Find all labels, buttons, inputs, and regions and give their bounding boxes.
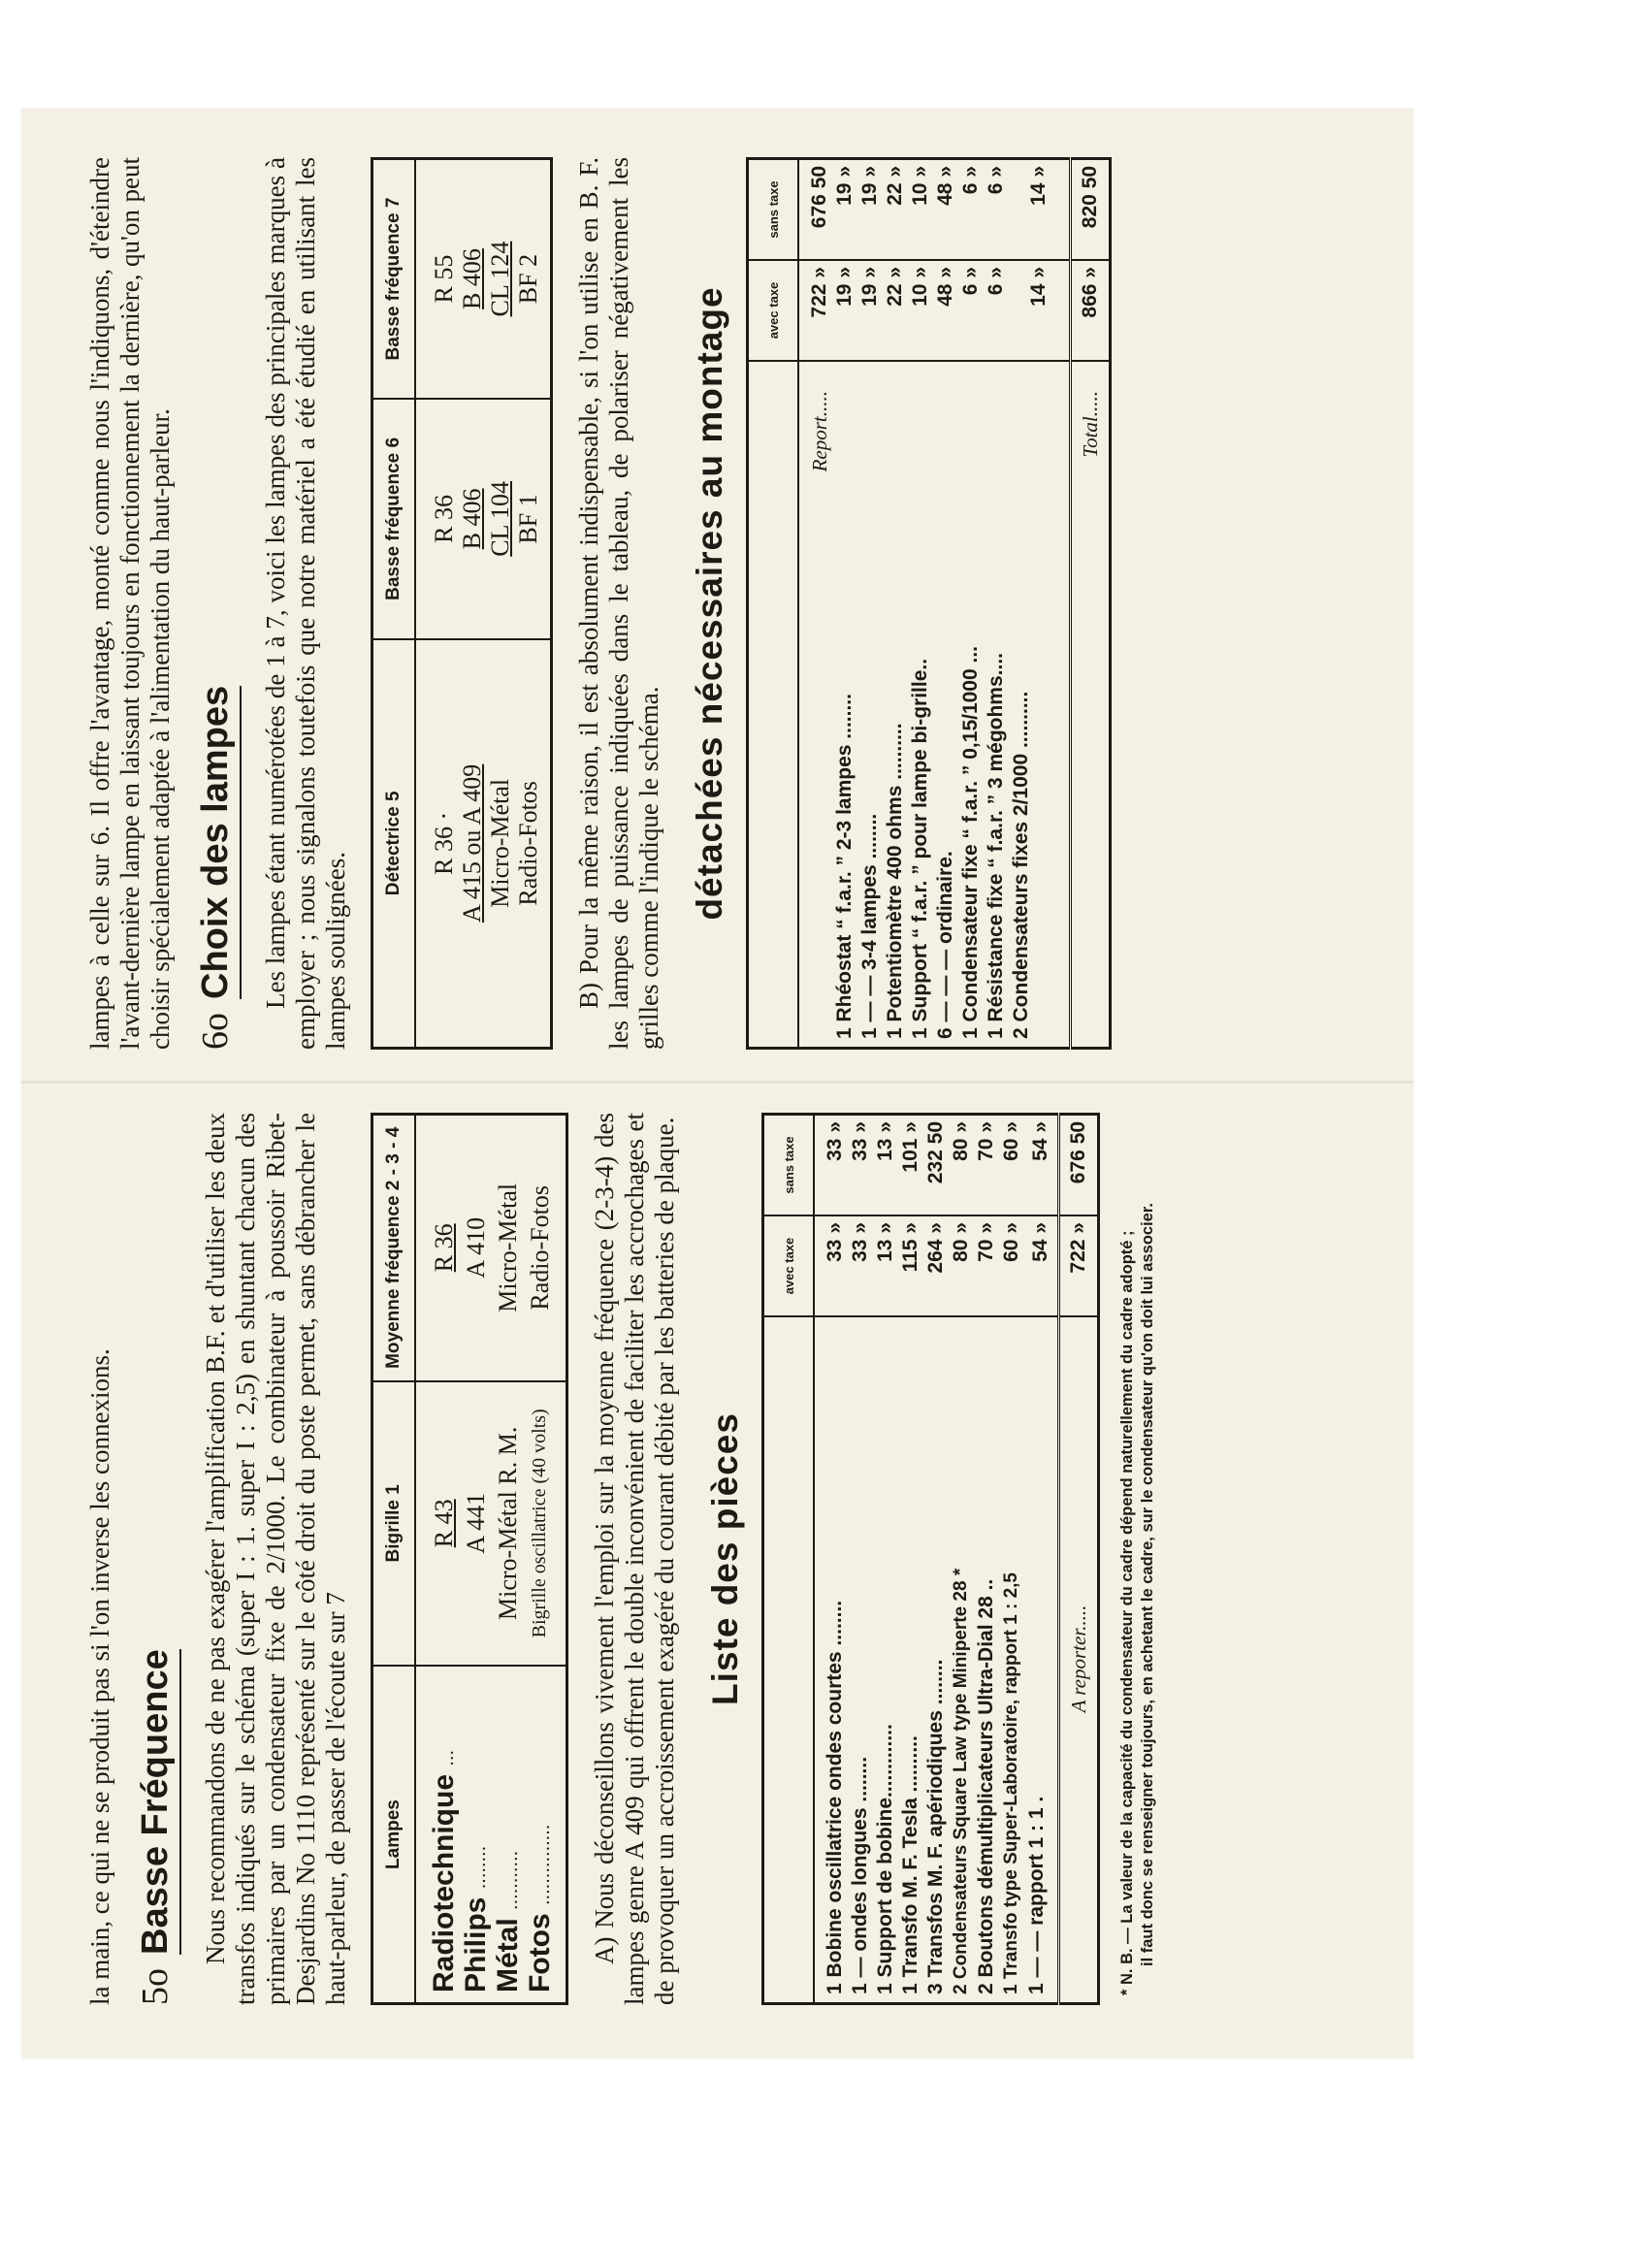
lamps-row bbox=[526, 1115, 567, 2004]
section-6-paragraph: Les lampes étant numérotées de 1 à 7, voici les lampes des principales marques à employer ; nous signalons toutefois que notre matériel a été étudié en utilisant les lampes soulignées. bbox=[261, 157, 350, 1050]
parts-list-title-left: Liste des pièces bbox=[705, 1412, 745, 1705]
part-sans: 6 » bbox=[958, 159, 984, 261]
lamp-cell: B 406 bbox=[458, 248, 486, 309]
part-row bbox=[814, 1115, 848, 2004]
part-label: 2 Condensateurs Square Law type Miniperte 28 * bbox=[951, 1568, 971, 1994]
rotated-page bbox=[21, 109, 1413, 2058]
part-row bbox=[832, 159, 857, 1049]
paragraph-b: B) Pour la même raison, il est absolument indispensable, si l'on utilise en B. F. les lampes de puissance indiquées dans le tableau, de polariser négativement les grilles comme l'indique le schéma. bbox=[574, 157, 663, 1050]
total-row bbox=[1071, 159, 1111, 1049]
part-label: 1 Condensateur fixe “ f.a.r. ” 0,15/1000 ... bbox=[959, 645, 982, 1039]
part-avec: 80 » bbox=[949, 1215, 974, 1316]
lamp-cell: R 36 bbox=[430, 494, 458, 543]
parts-table-left bbox=[761, 1113, 1100, 2005]
leader-dots: ........ bbox=[469, 1845, 490, 1890]
parts-header-blank bbox=[763, 1316, 815, 2004]
lamps-header-bf6: Basse fréquence 6 bbox=[372, 399, 416, 639]
part-label: 1 Potentiomètre 400 ohms .......... bbox=[884, 723, 906, 1039]
right-intro: lampes à celle sur 6. Il offre l'avantage, monté comme nous l'indiquons, d'éteindre l'avant-dernière lampe en laissant toujours en fonctionnement la dernière, qu'on peut choisir spécialement adaptée à l'alimentation du haut-parleur. bbox=[85, 157, 175, 1050]
a-reporter-row bbox=[1059, 1115, 1099, 2004]
lamp-cell: CL 124 bbox=[486, 241, 514, 317]
lamp-cell: Micro-Métal bbox=[494, 1183, 522, 1312]
part-label: 1 Transfo M. F. Tesla .......... bbox=[899, 1735, 922, 1994]
part-label: 2 Boutons démultiplicateurs Ultra-Dial 28 .. bbox=[975, 1578, 997, 1994]
part-avec: 48 » bbox=[933, 260, 958, 361]
part-label: 2 Condensateurs fixes 2/1000 .......... bbox=[1010, 691, 1032, 1039]
part-sans: 33 » bbox=[814, 1115, 848, 1216]
lamp-cell: Radio-Fotos bbox=[514, 781, 542, 906]
lamps-header-moyenne: Moyenne fréquence 2 - 3 - 4 bbox=[372, 1115, 416, 1381]
paragraph-a: A) Nous déconseillons vivement l'emploi sur la moyenne fréquence (2-3-4) des lampes genre A 409 qui offrent le double inconvénient de faciliter les accrochages et de provoquer un accroissement exagéré du courant débité par les batteries de plaque. bbox=[590, 1113, 679, 2005]
section-5-heading bbox=[133, 1113, 181, 2005]
part-row bbox=[949, 1115, 974, 2004]
brand-name: Fotos bbox=[524, 1913, 556, 1993]
lamp-cell: R 43 bbox=[430, 1499, 458, 1548]
part-row bbox=[883, 159, 908, 1049]
right-column bbox=[21, 157, 1413, 1050]
part-row bbox=[999, 1115, 1024, 2004]
leader-dots: ............... bbox=[533, 1824, 554, 1905]
section-6-title: Choix des lampes bbox=[193, 686, 242, 999]
footnote-line-2: il faut donc se renseigner toujours, en achetant le cadre, sur le condensateur qu'on doit lui associer. bbox=[1139, 1203, 1156, 1966]
part-label: 1 Support “ f.a.r. ” pour lampe bi-grille.. bbox=[909, 658, 931, 1039]
section-6-number: 6o bbox=[195, 1013, 236, 1050]
lamps-row bbox=[486, 159, 514, 1049]
report-avec: 722 » bbox=[798, 260, 832, 361]
part-row bbox=[908, 159, 933, 1049]
brand-name: Radiotechnique bbox=[428, 1773, 460, 1993]
part-row bbox=[923, 1115, 949, 2004]
part-row bbox=[1024, 1115, 1059, 2004]
footnote-line-1: * N. B. — La valeur de la capacité du condensateur du cadre dépend naturellement du cadre adopté ; bbox=[1118, 1230, 1136, 1995]
part-row bbox=[933, 159, 958, 1049]
total-avec: 866 » bbox=[1071, 260, 1111, 361]
parts-list-title-right: détachées nécessaires au montage bbox=[690, 286, 729, 921]
part-label: 1 Bobine oscillatrice ondes courtes ........ bbox=[824, 1600, 846, 1994]
part-sans: 80 » bbox=[949, 1115, 974, 1216]
part-row bbox=[873, 1115, 898, 2004]
part-sans: 13 » bbox=[873, 1115, 898, 1216]
part-row bbox=[958, 159, 984, 1049]
parts-header-sans: sans taxe bbox=[748, 159, 799, 261]
leader-dots: ........... bbox=[501, 1850, 522, 1910]
lamp-cell: A 415 ou A 409 bbox=[458, 763, 486, 923]
part-label: 1 — ondes longues ........ bbox=[849, 1756, 871, 1994]
lamp-cell: CL 104 bbox=[486, 481, 514, 557]
report-sans: 676 50 bbox=[798, 159, 832, 261]
part-row bbox=[898, 1115, 923, 2004]
part-label: 1 Transfo type Super-Laboratoire, rapport 1 : 2,5 bbox=[1001, 1572, 1021, 1994]
report-row bbox=[798, 159, 832, 1049]
lamp-cell: Micro-Métal bbox=[486, 778, 514, 908]
part-label: 1 Résistance fixe “ f.a.r. ” 3 mégohms.... bbox=[985, 653, 1007, 1039]
lamps-header-bf7: Basse fréquence 7 bbox=[372, 159, 416, 400]
brand-name: Philips bbox=[460, 1896, 492, 1993]
lamps-header-lampes: Lampes bbox=[372, 1666, 416, 2003]
part-avec: 19 » bbox=[832, 260, 857, 361]
part-label: 1 — — 3-4 lampes ........ bbox=[858, 813, 881, 1039]
a-reporter-sans: 676 50 bbox=[1059, 1115, 1099, 1216]
report-label: Report..... bbox=[808, 391, 831, 472]
lamps-row bbox=[514, 159, 552, 1049]
part-sans: 60 » bbox=[999, 1115, 1024, 1216]
part-avec: 33 » bbox=[814, 1215, 848, 1316]
part-sans: 19 » bbox=[832, 159, 857, 261]
left-column bbox=[21, 1113, 1413, 2005]
lamp-cell: R 36 · bbox=[430, 811, 458, 875]
parts-table-right bbox=[746, 157, 1112, 1050]
part-sans: 101 » bbox=[898, 1115, 923, 1216]
part-avec: 13 » bbox=[873, 1215, 898, 1316]
lamp-cell: Micro-Métal R. M. bbox=[494, 1426, 522, 1620]
part-row bbox=[1009, 159, 1071, 1049]
a-reporter-label: A reporter..... bbox=[1059, 1316, 1099, 2004]
lamp-cell: Radio-Fotos bbox=[526, 1185, 554, 1311]
lamps-row bbox=[494, 1115, 526, 2004]
part-label: 1 Rhéostat “ f.a.r. ” 2-3 lampes ........ bbox=[833, 694, 856, 1039]
page-fold bbox=[21, 1081, 1413, 1084]
part-label: 6 — — — ordinaire. bbox=[934, 851, 956, 1039]
part-avec: 115 » bbox=[898, 1215, 923, 1316]
a-reporter-avec: 722 » bbox=[1059, 1215, 1099, 1316]
total-label: Total..... bbox=[1071, 361, 1111, 1049]
section-5-paragraph: Nous recommandons de ne pas exagérer l'amplification B.F. et d'utiliser les deux transfos indiqués sur le schéma (super I : 1. super I : 2,5) en shuntant chacun des primaires par un condensateur fixe de 2/1000. Le combinateur à poussoir Ribet-Desjardins No 1110 représenté sur le côté droit du poste permet, sans débrancher le haut-parleur, de passer de l'écoute sur 7 bbox=[201, 1113, 350, 2005]
lamps-header-detectrice: Détectrice 5 bbox=[372, 639, 416, 1049]
lamp-cell: BF 2 bbox=[514, 253, 542, 305]
part-sans: 33 » bbox=[848, 1115, 873, 1216]
part-sans: 70 » bbox=[974, 1115, 999, 1216]
part-row bbox=[857, 159, 883, 1049]
total-sans: 820 50 bbox=[1071, 159, 1111, 261]
lamp-cell: A 441 bbox=[462, 1492, 490, 1554]
lamps-row bbox=[415, 1115, 462, 2004]
lamps-row bbox=[415, 159, 458, 1049]
lamp-cell: B 406 bbox=[458, 488, 486, 550]
part-avec: 60 » bbox=[999, 1215, 1024, 1316]
section-5-title: Basse Fréquence bbox=[133, 1649, 181, 1955]
part-avec: 33 » bbox=[848, 1215, 873, 1316]
lamps-row bbox=[458, 159, 486, 1049]
part-sans: 232 50 bbox=[923, 1115, 949, 1216]
part-avec: 70 » bbox=[974, 1215, 999, 1316]
part-avec: 19 » bbox=[857, 260, 883, 361]
left-intro: la main, ce qui ne se produit pas si l'on inverse les connexions. bbox=[85, 1348, 114, 2005]
leader-dots: ... bbox=[436, 1749, 458, 1766]
part-label: 1 — — rapport 1 : 1 . bbox=[1025, 1796, 1048, 1994]
part-sans: 22 » bbox=[883, 159, 908, 261]
part-label: 1 Support de bobine............. bbox=[874, 1724, 896, 1994]
part-row bbox=[984, 159, 1009, 1049]
lamps-header-bigrille: Bigrille 1 bbox=[372, 1381, 416, 1666]
section-6-heading bbox=[193, 157, 242, 1050]
part-sans: 10 » bbox=[908, 159, 933, 261]
lamps-table-left bbox=[371, 1113, 568, 2005]
lamp-cell: Bigrille oscillatrice (40 volts) bbox=[529, 1409, 550, 1638]
part-sans: 19 » bbox=[857, 159, 883, 261]
lamp-cell: R 36 bbox=[430, 1223, 458, 1273]
part-label: 3 Transfos M. F. apériodiques ........ bbox=[924, 1659, 947, 1994]
brand-name: Métal bbox=[492, 1918, 524, 1993]
part-sans: 6 » bbox=[984, 159, 1009, 261]
part-avec: 14 » bbox=[1009, 260, 1071, 361]
part-avec: 6 » bbox=[958, 260, 984, 361]
part-avec: 54 » bbox=[1024, 1215, 1059, 1316]
part-row bbox=[974, 1115, 999, 2004]
parts-header-blank bbox=[748, 361, 799, 1049]
section-5-number: 5o bbox=[135, 1968, 176, 2005]
lamp-cell: A 410 bbox=[462, 1216, 490, 1279]
part-row bbox=[848, 1115, 873, 2004]
part-avec: 22 » bbox=[883, 260, 908, 361]
lamps-row bbox=[462, 1115, 494, 2004]
part-avec: 264 » bbox=[923, 1215, 949, 1316]
part-avec: 6 » bbox=[984, 260, 1009, 361]
lamp-cell: BF 1 bbox=[514, 494, 542, 544]
part-sans: 54 » bbox=[1024, 1115, 1059, 1216]
lamp-cell: R 55 bbox=[430, 254, 458, 304]
part-sans: 48 » bbox=[933, 159, 958, 261]
parts-header-avec: avec taxe bbox=[748, 260, 799, 361]
parts-header-sans: sans taxe bbox=[763, 1115, 815, 1216]
part-sans: 14 » bbox=[1009, 159, 1071, 261]
part-avec: 10 » bbox=[908, 260, 933, 361]
lamps-table-right bbox=[371, 157, 553, 1050]
parts-header-avec: avec taxe bbox=[763, 1215, 815, 1316]
